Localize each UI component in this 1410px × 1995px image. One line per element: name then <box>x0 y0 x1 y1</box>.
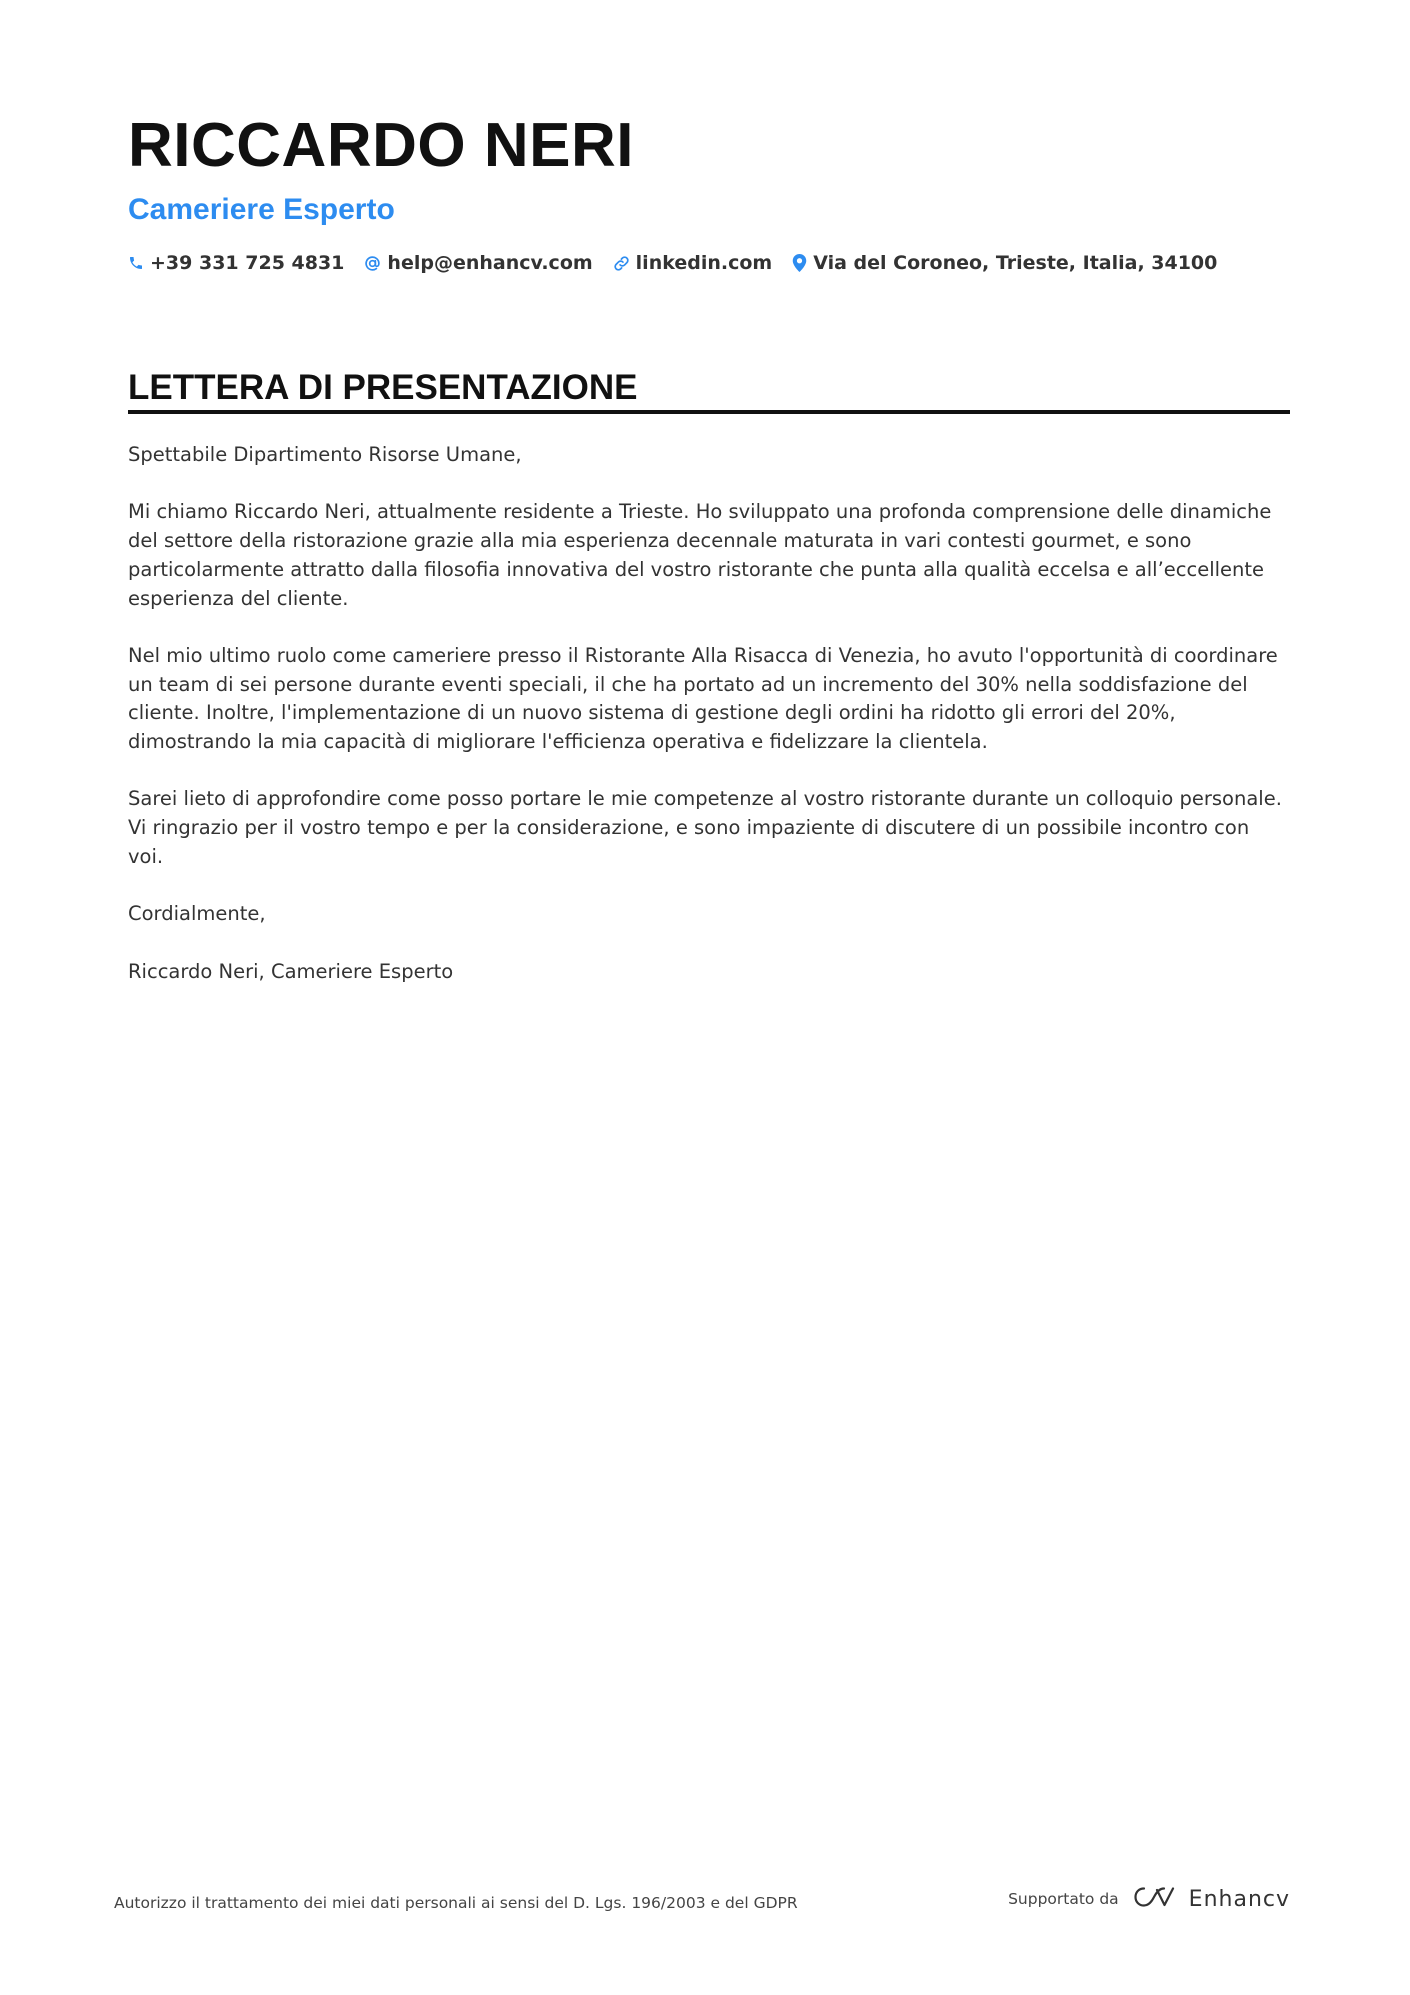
contact-bar <box>128 252 1217 274</box>
letter-paragraph: Mi chiamo Riccardo Neri, attualmente residente a Trieste. Ho sviluppato una profonda comprensione delle dinamiche del settore della ristorazione grazie alla mia esperienza decennale maturata in vari contesti gourmet, e sono particolarmente attratto dalla filosofia innovativa del vostro ristorante che punta alla qualità eccelsa e all’eccellente esperienza del cliente. <box>128 500 1272 610</box>
section-title: LETTERA DI PRESENTAZIONE <box>128 368 638 407</box>
section-divider <box>128 410 1290 414</box>
brand-name: Enhancv <box>1188 1886 1290 1912</box>
letter-salutation: Spettabile Dipartimento Risorse Umane, <box>128 443 522 466</box>
candidate-role: Cameriere Esperto <box>128 193 395 226</box>
candidate-name: RICCARDO NERI <box>128 111 634 180</box>
contact-address <box>792 252 1217 274</box>
privacy-consent-note: Autorizzo il trattamento dei miei dati personali ai sensi del D. Lgs. 196/2003 e del GDPR <box>114 1894 798 1912</box>
contact-website[interactable] <box>613 252 773 274</box>
contact-email[interactable] <box>364 252 592 274</box>
powered-by <box>1008 1884 1290 1914</box>
letter-signature: Riccardo Neri, Cameriere Esperto <box>128 959 454 983</box>
letter-paragraph: Nel mio ultimo ruolo come cameriere presso il Ristorante Alla Risacca di Venezia, ho avuto l'opportunità di coordinare un team di sei persone durante eventi speciali, il che ha portato ad un incremento del 30% nella soddisfazione del cliente. Inoltre, l'implementazione di un nuovo sistema di gestione degli ordini ha ridotto gli errori del 20%, dimostrando la mia capacità di migliorare l'efficienza operativa e fidelizzare la clientela. <box>128 643 1278 753</box>
at-icon <box>364 255 381 272</box>
email-text[interactable]: help@enhancv.com <box>387 252 593 274</box>
phone-text: +39 331 725 4831 <box>150 252 345 274</box>
letter-body <box>128 441 1290 1015</box>
location-pin-icon <box>792 254 807 272</box>
enhancv-logo-icon <box>1131 1884 1177 1914</box>
website-text[interactable]: linkedin.com <box>635 252 773 274</box>
letter-closing: Cordialmente, <box>128 902 266 926</box>
address-text: Via del Coroneo, Trieste, Italia, 34100 <box>813 252 1218 274</box>
link-icon <box>613 255 630 272</box>
powered-by-label: Supportato da <box>1008 1890 1119 1908</box>
brand-logo[interactable] <box>1131 1884 1290 1914</box>
contact-phone <box>128 252 344 274</box>
letter-paragraph: Sarei lieto di approfondire come posso portare le mie competenze al vostro ristorante durante un colloquio personale. Vi ringrazio per il vostro tempo e per la considerazione, e sono impaziente di discutere di un possibile incontro con voi. <box>128 787 1282 868</box>
phone-icon <box>128 255 144 271</box>
